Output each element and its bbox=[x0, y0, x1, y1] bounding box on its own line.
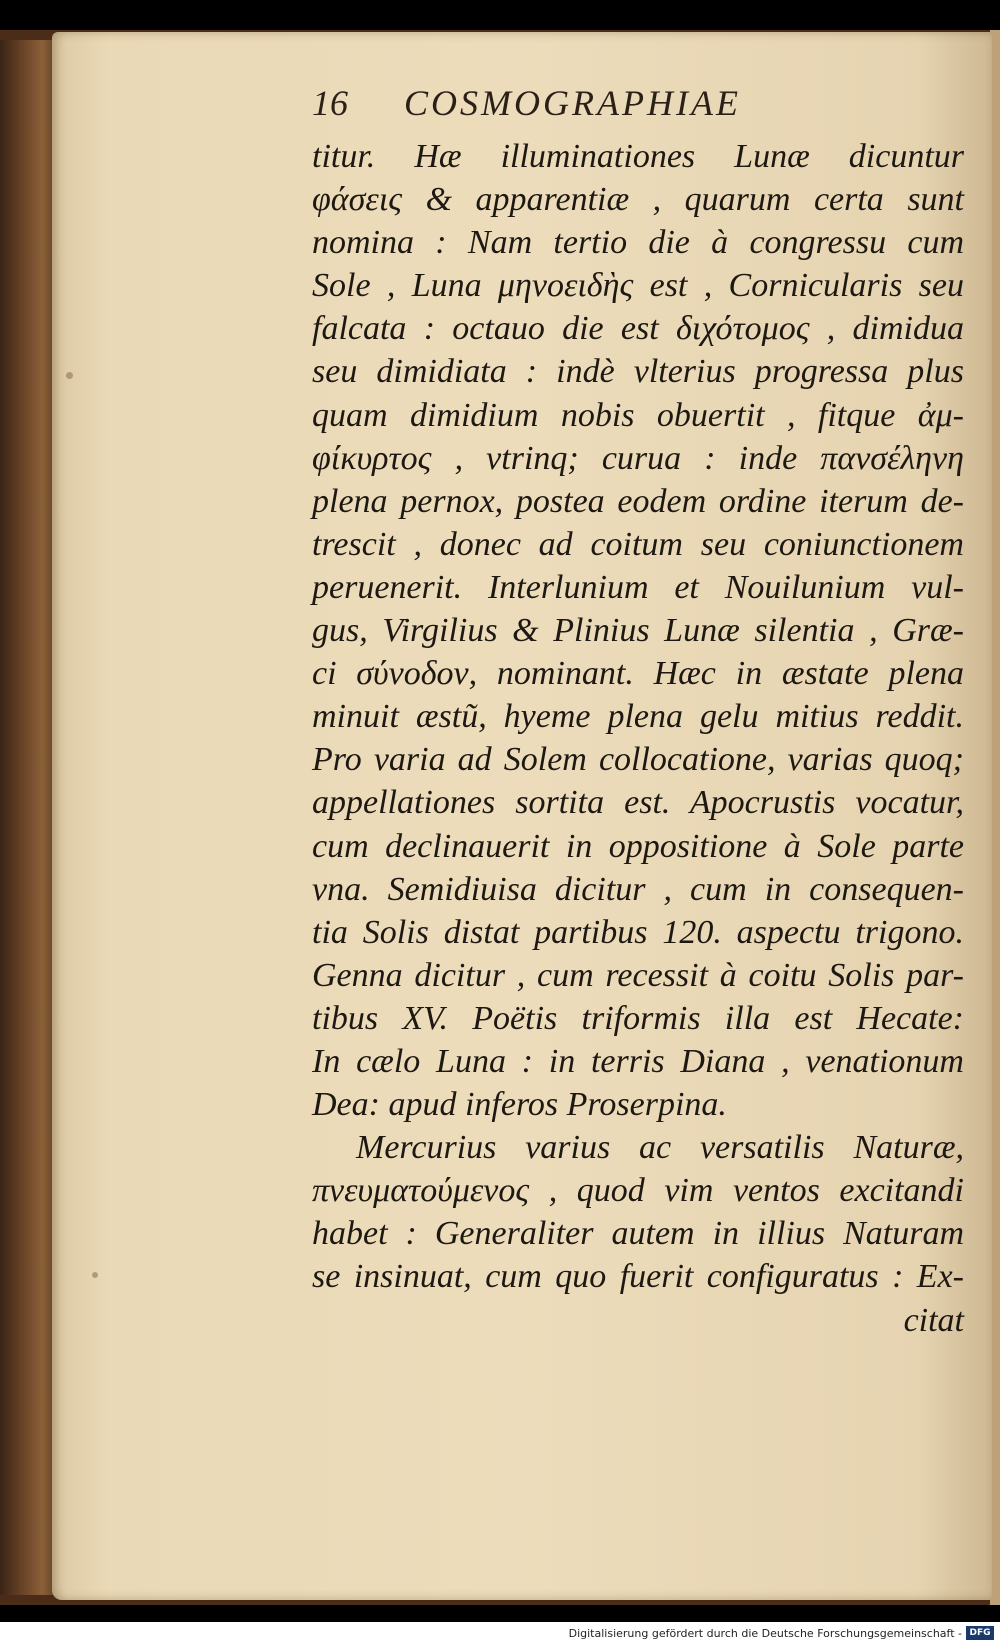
text-line: tia Solis distat partibus 120. aspectu trigono. bbox=[312, 913, 964, 951]
text-line: titur. Hæ illuminationes Lunæ dicuntur bbox=[312, 138, 964, 175]
text-line: πνευματούμενος , quod vim ventos excitandi bbox=[312, 1172, 964, 1210]
catchword: citat bbox=[903, 1301, 964, 1339]
text-line: trescit , donec ad coitum seu coniunctionem bbox=[312, 525, 964, 563]
body-text bbox=[312, 135, 964, 1342]
text-line: peruenerit. Interlunium et Nouilunium vul- bbox=[312, 568, 964, 606]
text-line: Dea: apud inferos Proserpina. bbox=[312, 1086, 727, 1124]
dfg-logo: DFG bbox=[966, 1626, 994, 1640]
text-line: plena pernox, postea eodem ordine iterum de- bbox=[312, 482, 964, 520]
funding-credit: Digitalisierung gefördert durch die Deutsche Forschungsgemeinschaft - bbox=[568, 1627, 962, 1640]
text-line: minuit æstũ, hyeme plena gelu mitius reddit. bbox=[312, 698, 964, 736]
text-line: Genna dicitur , cum recessit à coitu Solis par- bbox=[312, 956, 964, 994]
text-line: Sole , Luna μηνοειδὴς est , Cornicularis seu bbox=[312, 267, 964, 305]
text-line: se insinuat, cum quo fuerit configuratus : Ex- bbox=[312, 1258, 964, 1296]
text-line: φάσεις & apparentiæ , quarum certa sunt bbox=[312, 181, 964, 219]
paragraph-first-line: Mercurius varius ac versatilis Naturæ, bbox=[356, 1129, 964, 1167]
paper-spot bbox=[92, 1272, 98, 1278]
text-line: φίκυρτος , vtrinq; curua : inde πανσέληνη bbox=[312, 439, 964, 477]
text-line: Pro varia ad Solem collocatione, varias quoq; bbox=[312, 741, 964, 779]
text-line: nomina : Nam tertio die à congressu cum bbox=[312, 224, 964, 262]
text-line: quam dimidium nobis obuertit , fitque ἀμ- bbox=[312, 396, 964, 434]
text-line: vna. Semidiuisa dicitur , cum in consequen- bbox=[312, 870, 964, 908]
text-line: falcata : octauo die est διχότομος , dimidua bbox=[312, 310, 964, 348]
paper-spot bbox=[66, 372, 73, 379]
text-line: gus, Virgilius & Plinius Lunæ silentia , Græ- bbox=[312, 612, 964, 650]
text-line: seu dimidiata : indè vlterius progressa plus bbox=[312, 353, 964, 391]
text-line: tibus XV. Poëtis triformis illa est Hecate: bbox=[312, 999, 964, 1037]
text-line: habet : Generaliter autem in illius Naturam bbox=[312, 1215, 964, 1253]
page-header bbox=[312, 82, 741, 124]
text-line: appellationes sortita est. Apocrustis vocatur, bbox=[312, 784, 964, 822]
book-cover-edge bbox=[0, 40, 60, 1595]
running-title: COSMOGRAPHIAE bbox=[404, 83, 741, 123]
text-line: In cælo Luna : in terris Diana , venationum bbox=[312, 1042, 964, 1080]
page-number: 16 bbox=[312, 83, 348, 123]
text-line: ci σύνοδον, nominant. Hæc in æstate plena bbox=[312, 655, 964, 693]
text-line: cum declinauerit in oppositione à Sole parte bbox=[312, 827, 964, 865]
